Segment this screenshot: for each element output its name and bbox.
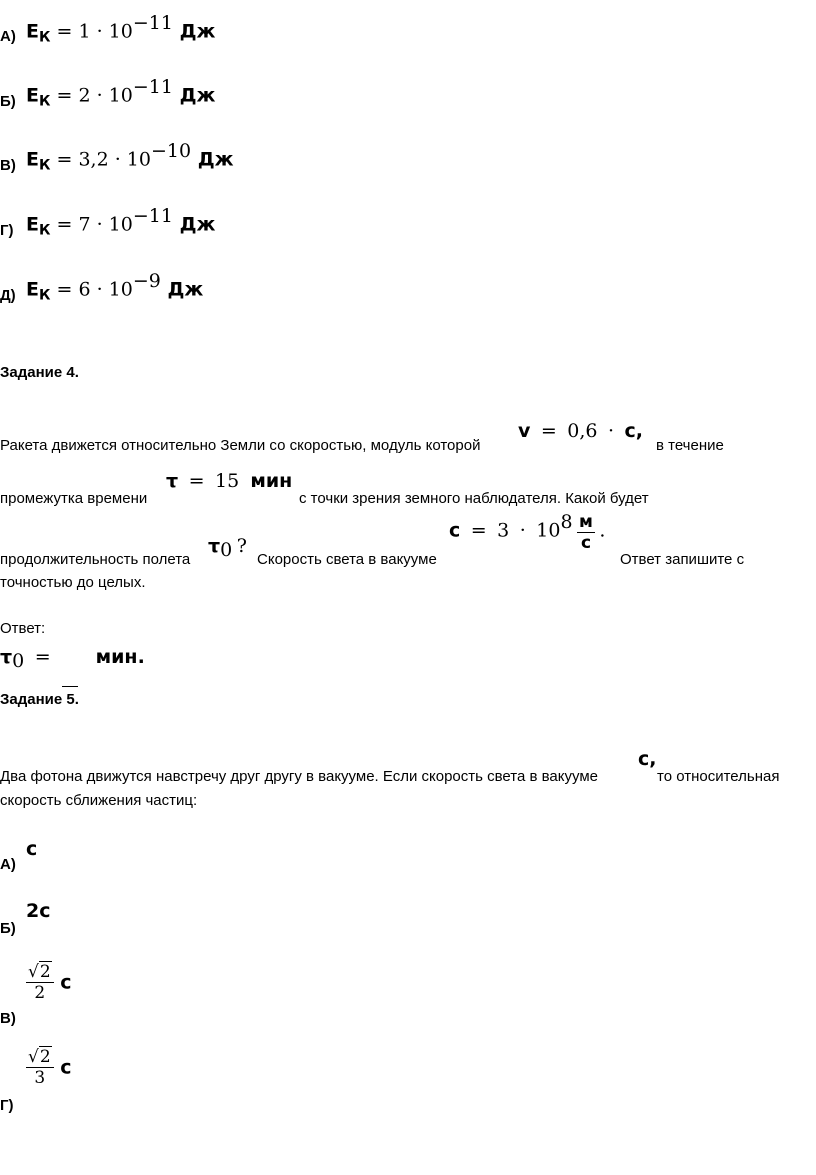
task4-text-6: Скорость света в вакууме bbox=[257, 551, 437, 568]
velocity-formula: v = 0,6 · с, bbox=[518, 420, 644, 442]
task3-option-label: В) bbox=[0, 157, 16, 174]
task3-option-label: Г) bbox=[0, 222, 14, 239]
task3-option-label: Б) bbox=[0, 93, 16, 110]
task5-option-formula: $\frac{√2}{3}$ с bbox=[28, 1047, 72, 1088]
task5-option-formula: 2с bbox=[26, 900, 51, 922]
answer-row: $\tau_0$ = мин. bbox=[0, 646, 145, 673]
tau-formula: τ = 15 мин bbox=[166, 470, 293, 492]
task3-option-label: А) bbox=[0, 28, 16, 45]
task5-option-formula: с bbox=[26, 838, 38, 860]
task4-title: Задание 4. bbox=[0, 364, 79, 381]
energy-formula: $E_К = 7 \cdot 10^{-11}$ Дж bbox=[26, 205, 216, 239]
energy-formula: $E_К = 6 \cdot 10^{-9}$ Дж bbox=[26, 270, 204, 304]
answer-label: Ответ: bbox=[0, 620, 46, 637]
task5-text-3: скорость сближения частиц: bbox=[0, 792, 198, 809]
task5-option-formula: $\frac{√2}{2}$ с bbox=[28, 962, 72, 1003]
light-speed-formula: $с = 3 \cdot 10^8$ $\frac{м}{с}$ . bbox=[449, 511, 606, 553]
energy-formula: $E_К = 2 \cdot 10^{-11}$ Дж bbox=[26, 76, 216, 110]
c-symbol: с, bbox=[638, 748, 657, 770]
energy-formula: $E_К = 1 \cdot 10^{-11}$ Дж bbox=[26, 12, 216, 46]
energy-formula: $E_К = 3,2 \cdot 10^{-10}$ Дж bbox=[26, 140, 234, 174]
task5-option-label: Г) bbox=[0, 1097, 14, 1114]
tau0-question: $\tau_0$ ? bbox=[208, 535, 247, 562]
task5-title: Задание 5. bbox=[0, 691, 79, 708]
task4-text-2: в течение bbox=[656, 437, 724, 454]
answer-underline bbox=[62, 686, 78, 687]
task4-text-4: с точки зрения земного наблюдателя. Какой будет bbox=[299, 490, 649, 507]
task5-text-2: то относительная bbox=[657, 768, 780, 785]
task5-option-label: В) bbox=[0, 1010, 16, 1027]
task4-text-8: точностью до целых. bbox=[0, 574, 146, 591]
task5-text-1: Два фотона движутся навстречу друг другу в вакууме. Если скорость света в вакууме bbox=[0, 768, 598, 785]
task4-text-5: продолжительность полета bbox=[0, 551, 191, 568]
task3-option-label: Д) bbox=[0, 287, 16, 304]
task4-text-1: Ракета движется относительно Земли со скоростью, модуль которой bbox=[0, 437, 481, 454]
task4-text-3: промежутка времени bbox=[0, 490, 148, 507]
task4-text-7: Ответ запишите с bbox=[620, 551, 745, 568]
task5-option-label: А) bbox=[0, 856, 16, 873]
task5-option-label: Б) bbox=[0, 920, 16, 937]
